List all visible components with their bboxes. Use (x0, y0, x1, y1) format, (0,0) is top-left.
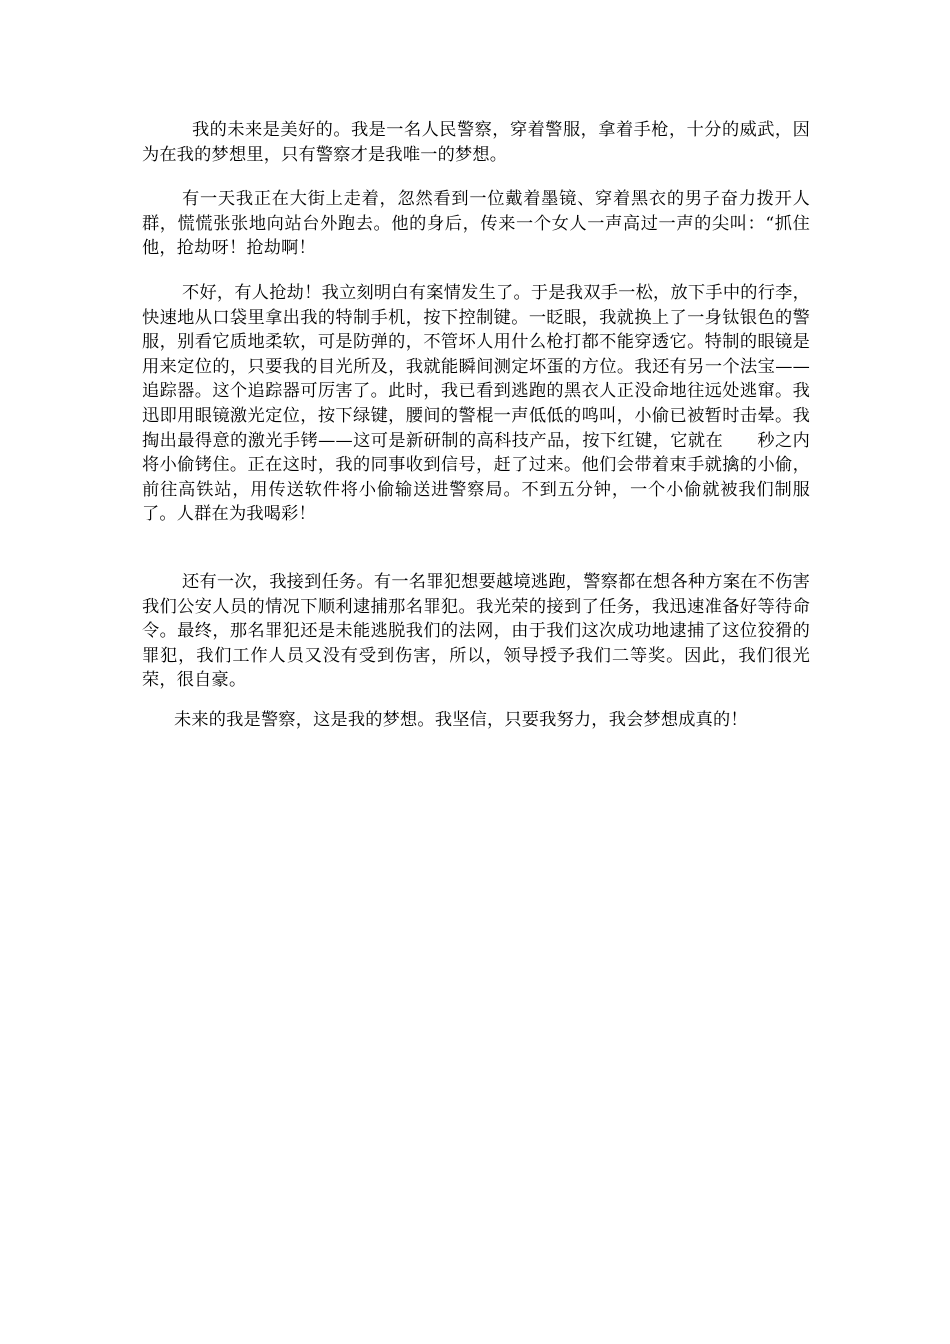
paragraph-1: 我的未来是美好的。我是一名人民警察，穿着警服，拿着手枪，十分的威武，因为在我的梦想里，只有警察才是我唯一的梦想。 (142, 120, 810, 165)
paragraph-3-part-1: 不好，有人抢劫！我立刻明白有案情发生了。于是我双手一松，放下手中的行李，快速地从口袋里拿出我的特制手机，按下控制键。一眨眼，我就换上了一身钛银色的警服，别看它质地柔软，可是防弹的，不管坏人用什么枪打都不能穿透它。特制的眼镜是用来定位的，只要我的目光所及，我就能瞬间测定坏蛋的方位。我还有另一个法宝——追踪器。这个追踪器可厉害了。此时，我已看到逃跑的黑衣人正没命地往远处逃窜。我迅即用眼镜激光定位，按下绿键，腰间的警棍一声低低的鸣叫，小偷已被暂时击晕。我掏出最得意的激光手铐——这可是新研制的高科技产品，按下红键，它就在 (142, 283, 810, 451)
paragraph-3-part-2: 秒之内将小偷铐住。正在这时，我的同事收到信号，赶了过来。他们会带着束手就擒的小偷，前往高铁站，用传送软件将小偷输送进警察局。不到五分钟，一个小偷就被我们制服了。人群在为我喝彩！ (142, 430, 810, 525)
paragraph-5: 未来的我是警察，这是我的梦想。我坚信，只要我努力，我会梦想成真的！ (174, 710, 748, 730)
paragraph-4: 还有一次，我接到任务。有一名罪犯想要越境逃跑，警察都在想各种方案在不伤害我们公安人员的情况下顺利逮捕那名罪犯。我光荣的接到了任务，我迅速准备好等待命令。最终，那名罪犯还是未能逃脱我们的法网，由于我们这次成功地逮捕了这位狡猾的罪犯，我们工作人员又没有受到伤害，所以，领导授予我们二等奖。因此，我们很光荣，很自豪。 (142, 572, 810, 691)
paragraph-2: 有一天我正在大街上走着，忽然看到一位戴着墨镜、穿着黑衣的男子奋力拨开人群，慌慌张张地向站台外跑去。他的身后，传来一个女人一声高过一声的尖叫：“抓住他，抢劫呀！抢劫啊！ (142, 189, 810, 259)
paragraph-3 (142, 281, 810, 527)
